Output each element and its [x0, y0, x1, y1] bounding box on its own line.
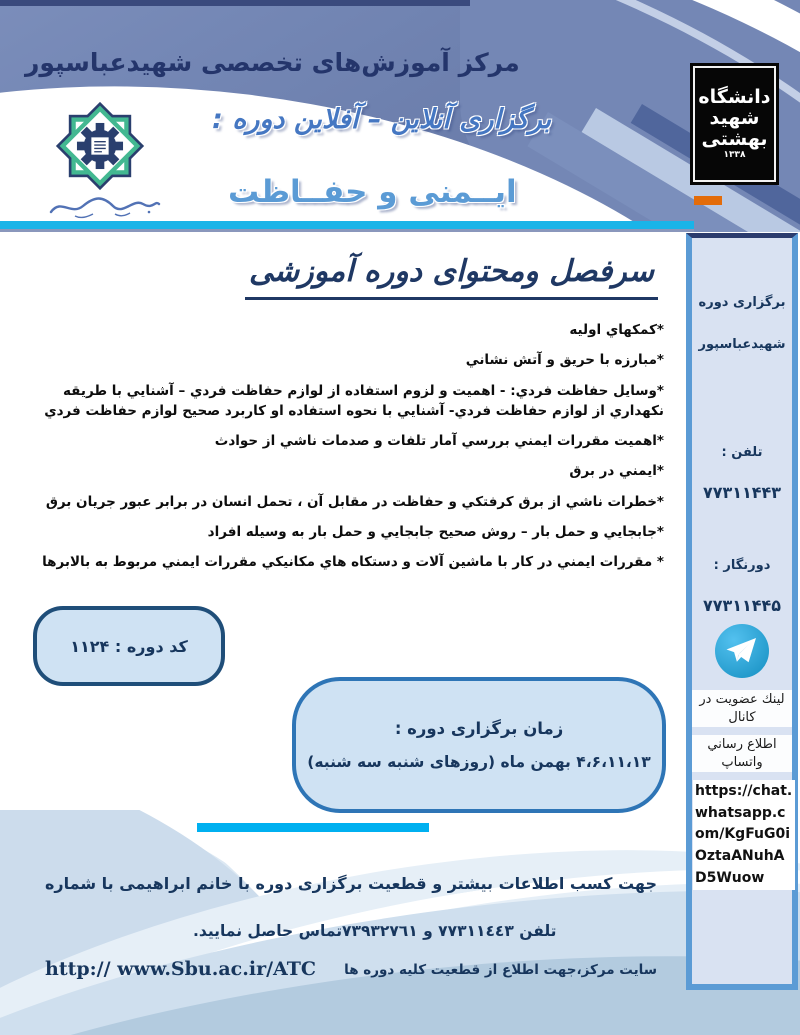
header-top-strip — [0, 0, 470, 6]
course-topic-item: *خطرات ناشي از برق كرفتكي و حفاظت در مقابل آن ، تحمل انسان در برابر عبور جريان برق — [45, 493, 664, 510]
site-caption: سایت مرکز،جهت اطلاع از قطعیت کلیه دوره ها — [344, 962, 657, 978]
cyan-divider-bar — [0, 221, 694, 229]
schedule-badge — [292, 677, 666, 813]
phone-number: ۷۷۳۱۱۴۴۳ — [702, 483, 782, 502]
schedule-badge-title: زمان برگزاری دوره : — [394, 719, 564, 738]
fax-number: ۷۷۳۱۱۴۴۵ — [702, 596, 782, 615]
course-code-badge — [33, 606, 225, 686]
telegram-icon[interactable] — [714, 623, 770, 679]
university-logo-line: دانشگاه — [698, 85, 771, 108]
course-topic-item: *وسايل حفاظت فردي: - اهميت و لزوم استفاده از لوازم حفاظت فردي – آشنايي با طريقه نكهداري از لوازم حفاظت فردي- آشنايي با نحوه استفاده او كاربرد صحيح لوازم حفاظت فردي — [44, 382, 664, 419]
course-title: ایــمنی و حفــاظت — [228, 174, 517, 210]
content-heading: سرفصل ومحتوای دوره آموزشی — [245, 254, 658, 300]
delivery-mode-line: برگزاری آنلاین – آفلاین دوره : — [212, 104, 552, 135]
university-logo-line: بهشتی — [701, 127, 768, 150]
fax-label: دورنگار : — [713, 558, 771, 573]
course-topic-item: *ايمني در برق — [569, 463, 664, 480]
course-topics-list — [12, 320, 664, 582]
course-code-label: کد دوره : ۱۱۲۴ — [70, 636, 188, 656]
orange-accent-bar — [694, 196, 722, 205]
course-topic-item: *جابجايي و حمل بار – روش صحيح جابجايي و حمل بار به وسيله افراد — [207, 523, 664, 540]
whatsapp-channel-caption2: اطلاع رساني واتساپ — [692, 735, 792, 772]
site-url-link[interactable]: http:// www.Sbu.ac.ir/ATC — [45, 958, 316, 980]
course-topic-item: *مبارزه با حريق و آتش نشاني — [465, 352, 664, 369]
university-logo-line: شهید — [709, 106, 760, 129]
university-logo-year: ۱۳۳۸ — [723, 149, 746, 160]
org-title: مرکز آموزش‌های تخصصی شهیدعباسپور — [25, 48, 520, 77]
sidebar — [686, 233, 798, 990]
sidebar-org-line2: شهیدعباسپور — [698, 337, 786, 352]
university-logo — [690, 63, 779, 185]
course-topic-item: * مقررات ايمني در كار با ماشين آلات و دستكاه هاي مكانيكي مقررات ايمني مربوط به بالابرها — [42, 554, 664, 570]
footer-info-line1: جهت کسب اطلاعات بیشتر و قطعیت برگزاری دوره با خانم ابراهیمی با شماره — [44, 874, 657, 893]
phone-label: تلفن : — [721, 445, 763, 460]
whatsapp-channel-caption: لینك عضویت در كانال — [692, 690, 792, 727]
header-underline — [0, 229, 694, 232]
header-banner — [0, 0, 800, 232]
footer-info-line2: تلفن ۷۷۳۱۱٤٤۳ و ۷۳۹۳۲۷٦۱تماس حاصل نمایید. — [193, 922, 557, 940]
course-topic-item: *کمکهاي اوليه — [569, 322, 664, 338]
course-topic-item: *اهميت مقررات ايمني بررسي آمار تلفات و صدمات ناشي از حوادث — [214, 433, 664, 449]
schedule-badge-dates: ۴،۶،۱۱،۱۳ بهمن ماه (روزهای شنبه سه شنبه) — [307, 753, 651, 771]
sidebar-org-line1: برگزاری دوره — [698, 295, 786, 310]
whatsapp-link[interactable]: https://chat.whatsapp.com/KgFuG0iOztaANuhAD5Wuow — [693, 780, 795, 890]
cyan-accent-bar — [197, 823, 429, 832]
training-center-logo-icon — [52, 98, 148, 194]
signature-scribble-icon — [45, 190, 165, 224]
